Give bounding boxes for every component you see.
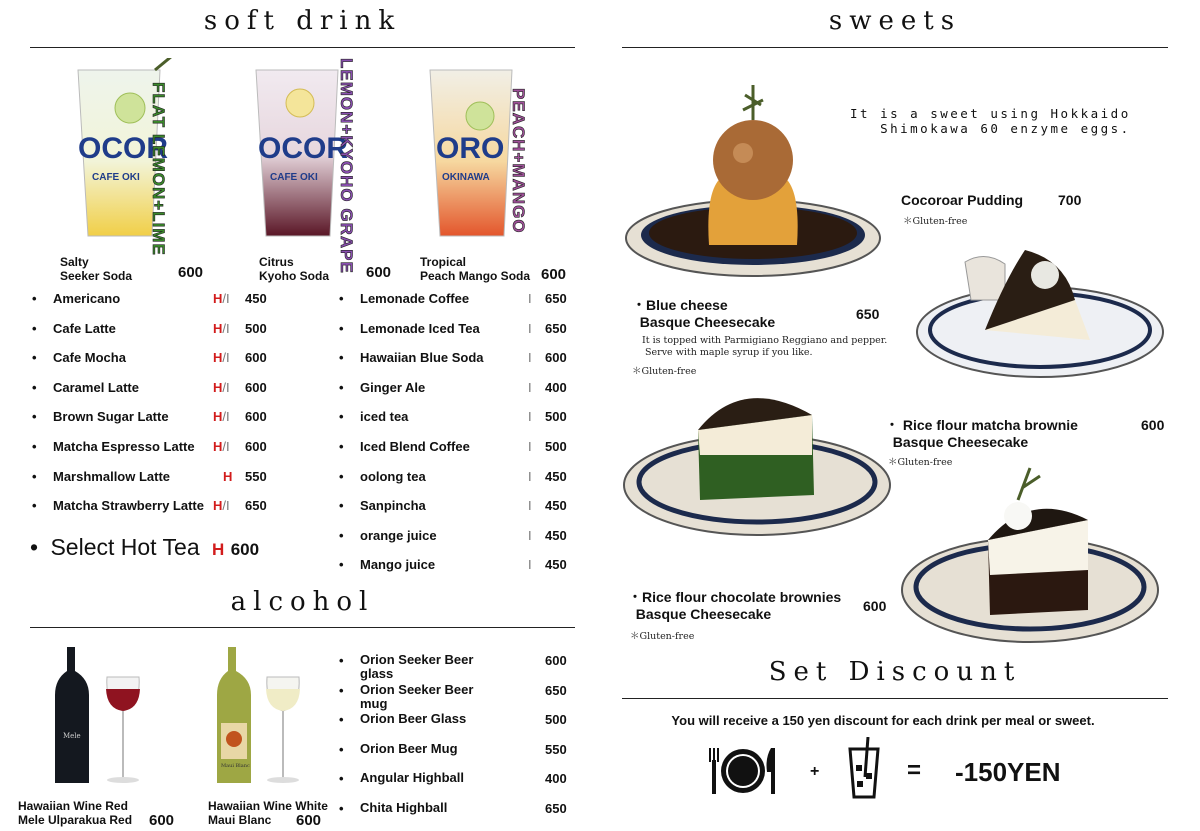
drink-name: oolong tea — [360, 468, 426, 484]
list-bullet: • — [32, 350, 37, 366]
drink-name: Matcha Strawberry Latte — [53, 498, 204, 514]
drink-name: Sanpincha — [360, 498, 426, 514]
alcohol-name: Chita Highball — [360, 800, 448, 815]
plate-cutlery-icon — [707, 744, 777, 798]
iced-mark: I — [528, 498, 532, 514]
drink-price: 500 — [545, 439, 567, 454]
hot-mark: H — [213, 498, 223, 514]
drink-name: Brown Sugar Latte — [53, 409, 169, 425]
drink-price: 550 — [245, 468, 267, 484]
temperature-marks — [213, 321, 230, 336]
list-bullet: • — [339, 320, 344, 336]
iced-mark: I — [528, 468, 532, 484]
sweet-name-matcha: ・ Rice flour matcha brownie Basque Cheesecake — [885, 417, 1078, 450]
blue-cheese-cake-image — [915, 240, 1165, 380]
hot-mark: H — [223, 468, 233, 484]
temperature-marks — [213, 439, 230, 454]
drink-name: Mango juice — [360, 557, 436, 573]
drink-label-flat-lemon-lime: FLAT LEMON+LIME — [149, 82, 168, 256]
drink-price: 450 — [545, 527, 567, 543]
temperature-marks — [213, 498, 230, 513]
sweets-divider — [622, 47, 1168, 48]
sweet-name-pudding: Cocoroar Pudding — [901, 192, 1024, 208]
iced-mark: /I — [222, 409, 230, 425]
alcohol-price: 400 — [545, 771, 567, 786]
alcohol-price: 500 — [545, 712, 567, 727]
red-wine-image — [55, 643, 155, 788]
drink-price: 500 — [545, 409, 567, 425]
temperature-marks — [213, 409, 230, 424]
red-wine-name: Hawaiian Wine Red Mele Ulparakua Red — [18, 799, 133, 827]
drink-name: Lemonade Iced Tea — [360, 320, 480, 336]
featured-name-1: Salty Seeker Soda — [60, 255, 133, 283]
svg-text:OKINAWA: OKINAWA — [442, 172, 490, 183]
svg-text:ORO: ORO — [436, 132, 505, 165]
drink-price: 450 — [245, 291, 267, 306]
iced-mark: /I — [222, 350, 230, 366]
hot-tea-hot-mark: H — [212, 540, 225, 559]
alcohol-name: Orion Beer Glass — [360, 711, 467, 726]
list-bullet: • — [339, 712, 344, 727]
temperature-marks — [213, 350, 230, 365]
list-bullet: • — [339, 557, 344, 573]
drink-name: Caramel Latte — [53, 379, 139, 395]
drink-price: 650 — [545, 291, 567, 306]
list-bullet: • — [339, 468, 344, 484]
alcohol-name: Orion Seeker Beer glass — [360, 652, 474, 681]
drink-label-lemon-kyoho-grape: LEMON+KYOHO GRAPE — [337, 58, 356, 274]
iced-mark: /I — [222, 498, 230, 514]
red-wine-price: 600 — [149, 812, 175, 829]
sweet-gf-blue-cheese: ＊Gluten-free — [632, 366, 697, 377]
alcohol-heading: alcohol — [230, 587, 375, 617]
drink-price: 600 — [245, 350, 267, 366]
iced-mark: /I — [222, 379, 230, 395]
drink-name: Marshmallow Latte — [53, 468, 171, 484]
hot-mark: H — [213, 409, 223, 425]
hot-tea-bullet: • — [30, 534, 39, 560]
iced-mark: /I — [222, 320, 230, 336]
iced-mark: I — [528, 557, 532, 573]
soft-drink-divider — [30, 47, 575, 48]
hot-mark: H — [213, 350, 223, 366]
matcha-brownie-cake-image — [622, 375, 892, 540]
iced-mark: I — [528, 320, 532, 336]
soft-drink-heading: soft drink — [203, 6, 402, 36]
drink-price: 450 — [545, 557, 567, 573]
drink-price: 500 — [245, 320, 267, 336]
drink-name: Hawaiian Blue Soda — [360, 350, 484, 366]
svg-text:CAFE OKI: CAFE OKI — [270, 172, 318, 183]
drink-price: 600 — [245, 409, 267, 425]
list-bullet: • — [339, 350, 344, 366]
sweet-gf-matcha: ＊Gluten-free — [888, 457, 953, 468]
iced-mark: I — [528, 291, 532, 306]
iced-mark: I — [528, 439, 532, 454]
sweets-intro: It is a sweet using Hokkaido Shimokawa 60 enzyme eggs. — [850, 106, 1131, 136]
chocolate-brownie-cake-image — [900, 460, 1160, 645]
alcohol-name: Orion Seeker Beer mug — [360, 682, 474, 711]
drink-name: Matcha Espresso Latte — [53, 439, 195, 454]
featured-name-3: Tropical Peach Mango Soda — [420, 255, 531, 283]
svg-text:Mele: Mele — [63, 732, 81, 740]
drink-name: Cafe Mocha — [53, 350, 126, 366]
hot-tea-price: 600 — [230, 540, 260, 559]
list-bullet: • — [339, 439, 344, 454]
featured-price-2: 600 — [366, 264, 392, 281]
pudding-image — [625, 75, 885, 280]
list-bullet: • — [339, 527, 344, 543]
white-wine-name: Hawaiian Wine White Maui Blanc — [208, 799, 328, 827]
hot-mark: H — [213, 320, 223, 336]
alcohol-price: 550 — [545, 742, 567, 757]
iced-drink-icon — [846, 737, 882, 799]
featured-name-2: Citrus Kyoho Soda — [259, 255, 330, 283]
iced-mark: I — [528, 409, 532, 425]
drink-price: 600 — [545, 350, 567, 366]
list-bullet: • — [339, 801, 344, 816]
select-hot-tea-row — [30, 534, 259, 561]
hot-mark: H — [213, 439, 223, 454]
temperature-marks — [213, 291, 230, 306]
drink-name: orange juice — [360, 527, 437, 543]
sweet-name-chocolate: ・Rice flour chocolate brownies Basque Cheesecake — [628, 589, 842, 622]
discount-result: -150YEN — [955, 757, 1061, 787]
list-bullet: • — [32, 291, 37, 306]
sweet-price-matcha: 600 — [1141, 417, 1165, 433]
drink-name: Lemonade Coffee — [360, 291, 470, 306]
featured-price-1: 600 — [178, 264, 204, 281]
alcohol-name: Angular Highball — [360, 770, 464, 785]
sweet-name-blue-cheese: ・Blue cheese Basque Cheesecake — [632, 297, 776, 330]
drink-name: Cafe Latte — [53, 320, 116, 336]
sweet-price-blue-cheese: 650 — [856, 306, 880, 322]
drink-price: 600 — [245, 439, 267, 454]
list-bullet: • — [32, 468, 37, 484]
list-bullet: • — [339, 653, 344, 668]
drink-price: 400 — [545, 379, 567, 395]
list-bullet: • — [32, 498, 37, 514]
svg-text:OCOR: OCOR — [78, 132, 168, 165]
sweet-price-pudding: 700 — [1058, 192, 1082, 208]
list-bullet: • — [339, 379, 344, 395]
sweet-gf-pudding: ＊Gluten-free — [903, 216, 968, 227]
discount-equals: = — [907, 757, 922, 784]
white-wine-image — [215, 643, 315, 788]
drink-name: iced tea — [360, 409, 409, 425]
alcohol-price: 600 — [545, 653, 567, 668]
drink-name: Ginger Ale — [360, 379, 426, 395]
list-bullet: • — [339, 291, 344, 306]
svg-text:Maui Blanc: Maui Blanc — [221, 763, 250, 769]
featured-price-3: 600 — [541, 266, 567, 283]
drink-price: 600 — [245, 379, 267, 395]
list-bullet: • — [32, 439, 37, 454]
set-discount-heading: Set Discount — [768, 657, 1022, 687]
iced-mark: I — [528, 379, 532, 395]
drink-price: 650 — [245, 498, 267, 514]
drink-name: Americano — [53, 291, 121, 306]
iced-mark: /I — [222, 291, 230, 306]
alcohol-price: 650 — [545, 801, 567, 816]
sweet-note-blue-cheese: It is topped with Parmigiano Reggiano and pepper. Serve with maple syrup if you like. — [642, 335, 888, 358]
svg-text:CAFE OKI: CAFE OKI — [92, 172, 140, 183]
list-bullet: • — [339, 683, 344, 698]
featured-drink-1 — [60, 58, 200, 243]
iced-mark: /I — [222, 439, 230, 454]
hot-tea-name: Select Hot Tea — [50, 534, 200, 560]
drink-name: Iced Blend Coffee — [360, 439, 470, 454]
hot-mark: H — [213, 379, 223, 395]
drink-price: 450 — [545, 468, 567, 484]
hot-mark: H — [213, 291, 223, 306]
drink-label-peach-mango: PEACH+MANGO — [509, 88, 528, 234]
iced-mark: I — [528, 527, 532, 543]
list-bullet: • — [339, 742, 344, 757]
alcohol-name: Orion Beer Mug — [360, 741, 458, 756]
sweet-gf-chocolate: ＊Gluten-free — [630, 631, 695, 642]
list-bullet: • — [32, 409, 37, 425]
white-wine-price: 600 — [296, 812, 322, 829]
list-bullet: • — [32, 379, 37, 395]
list-bullet: • — [339, 409, 344, 425]
alcohol-price: 650 — [545, 683, 567, 698]
sweet-price-chocolate: 600 — [863, 598, 887, 614]
svg-text:OCOR: OCOR — [258, 132, 348, 165]
list-bullet: • — [339, 498, 344, 514]
discount-plus: + — [810, 763, 820, 780]
alcohol-divider — [30, 627, 575, 628]
list-bullet: • — [339, 771, 344, 786]
set-discount-text: You will receive a 150 yen discount for each drink per meal or sweet. — [671, 713, 1095, 728]
list-bullet: • — [32, 320, 37, 336]
iced-mark: I — [528, 350, 532, 366]
set-discount-divider — [622, 698, 1168, 699]
temperature-marks — [223, 469, 232, 484]
sweets-heading: sweets — [828, 6, 962, 36]
drink-cup-image-1 — [60, 58, 200, 243]
drink-price: 650 — [545, 320, 567, 336]
drink-price: 450 — [545, 498, 567, 514]
temperature-marks — [213, 380, 230, 395]
